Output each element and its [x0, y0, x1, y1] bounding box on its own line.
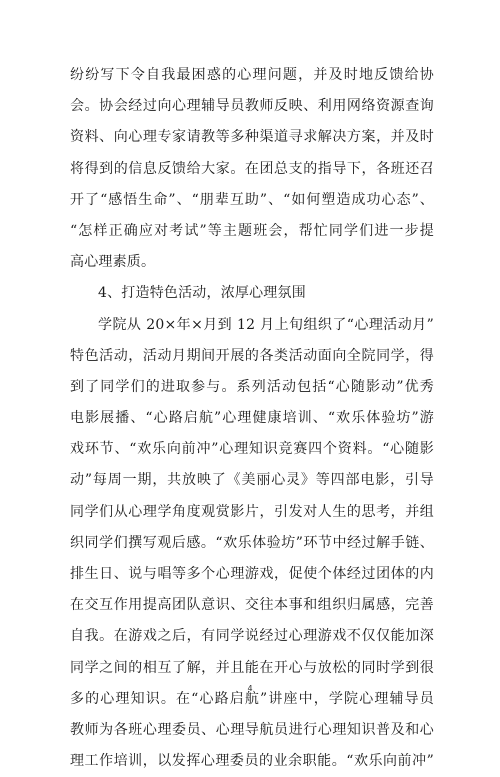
text-line: 学院从 20×年×月到 12 月上旬组织了“心理活动月”	[98, 316, 434, 333]
text-line: 在交互作用提高团队意识、交往本事和组织归属感，完善	[70, 597, 434, 614]
page-number: 4	[247, 684, 253, 693]
text-line: 电影展播、“心路启航”心理健康培训、“欢乐体验坊”游	[70, 410, 434, 427]
text-line: 同学们从心理学角度观赏影片，引发对人生的思考，并组	[70, 503, 434, 520]
text-line: 排生日、说与唱等多个心理游戏，促使个体经过团体的内	[70, 566, 434, 582]
text-line: 理工作培训，以发挥心理委员的业余职能。“欢乐向前冲”	[70, 753, 434, 770]
text-line: 会。协会经过向心理辅导员教师反映、利用网络资源查询	[70, 98, 434, 115]
text-line: 动”每周一期，共放映了《美丽心灵》等四部电影，引导	[70, 472, 434, 489]
text-line: 教师为各班心理委员、心理导航员进行心理知识普及和心	[70, 721, 434, 738]
text-line: 资料、向心理专家请教等多种渠道寻求解决方案，并及时	[70, 129, 434, 146]
text-line: “怎样正确应对考试”等主题班会，帮忙同学们进一步提	[70, 222, 434, 239]
text-line: 戏环节、“欢乐向前冲”心理知识竞赛四个资料。“心随影	[70, 441, 434, 458]
text-line: 纷纷写下令自我最困惑的心理问题，并及时地反馈给协	[70, 67, 434, 83]
text-line: 同学之间的相互了解，并且能在开心与放松的同时学到很	[70, 659, 434, 676]
text-line: 将得到的信息反馈给大家。在团总支的指导下，各班还召	[70, 160, 434, 177]
text-line: 开了“感悟生命”、“朋辈互助”、“如何塑造成功心态”、	[70, 191, 434, 208]
body-text	[70, 60, 434, 777]
text-line: 高心理素质。	[70, 254, 156, 271]
text-line: 织同学们撰写观后感。“欢乐体验坊”环节中经过解手链、	[70, 534, 434, 551]
text-line: 到了同学们的进取参与。系列活动包括“心随影动”优秀	[70, 378, 434, 395]
text-line: 4、打造特色活动，浓厚心理氛围	[98, 285, 306, 302]
text-line: 自我。在游戏之后，有同学说经过心理游戏不仅仅能加深	[70, 628, 434, 645]
text-line: 特色活动，活动月期间开展的各类活动面向全院同学，得	[70, 347, 434, 364]
text-line: 多的心理知识。在“心路启航”讲座中，学院心理辅导员	[70, 690, 434, 707]
